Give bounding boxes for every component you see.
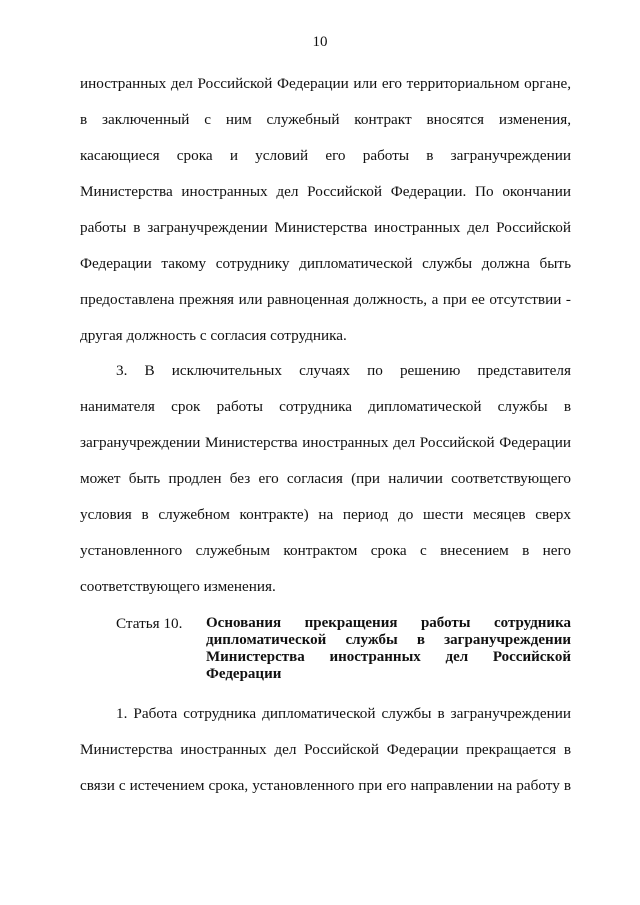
paragraph-line: Министерства иностранных дел Российской Федерации. По окончании xyxy=(80,183,571,200)
paragraph-line: может быть продлен без его согласия (при наличии соответствующего xyxy=(80,470,571,487)
article-title-line: Министерства иностранных дел Российской xyxy=(206,649,571,665)
article-label: Статья 10. xyxy=(116,615,183,632)
article-title-line: дипломатической службы в загранучреждении xyxy=(206,632,571,648)
article-title-line: Основания прекращения работы сотрудника xyxy=(206,615,571,631)
paragraph-line: 1. Работа сотрудника дипломатической службы в загранучреждении xyxy=(116,705,571,722)
paragraph-line: нанимателя срок работы сотрудника дипломатической службы в xyxy=(80,398,571,415)
paragraph-line: условия в служебном контракте) на период до шести месяцев сверх xyxy=(80,506,571,523)
paragraph-line: предоставлена прежняя или равноценная должность, а при ее отсутствии - xyxy=(80,291,571,308)
paragraph-line: другая должность с согласия сотрудника. xyxy=(80,327,347,344)
paragraph-line: в заключенный с ним служебный контракт вносятся изменения, xyxy=(80,111,571,128)
paragraph-line: иностранных дел Российской Федерации или его территориальном органе, xyxy=(80,75,571,92)
paragraph-line: Федерации такому сотруднику дипломатической службы должна быть xyxy=(80,255,571,272)
paragraph-line: 3. В исключительных случаях по решению представителя xyxy=(116,362,571,379)
article-title-line: Федерации xyxy=(206,666,282,682)
paragraph-line: работы в загранучреждении Министерства иностранных дел Российской xyxy=(80,219,571,236)
paragraph-line: установленного служебным контрактом срока с внесением в него xyxy=(80,542,571,559)
page-number: 10 xyxy=(312,34,328,50)
paragraph-line: Министерства иностранных дел Российской Федерации прекращается в xyxy=(80,741,571,758)
paragraph-line: загранучреждении Министерства иностранных дел Российской Федерации xyxy=(80,434,571,451)
paragraph-line: касающиеся срока и условий его работы в загранучреждении xyxy=(80,147,571,164)
paragraph-line: связи с истечением срока, установленного при его направлении на работу в xyxy=(80,777,571,794)
paragraph-line: соответствующего изменения. xyxy=(80,578,276,595)
